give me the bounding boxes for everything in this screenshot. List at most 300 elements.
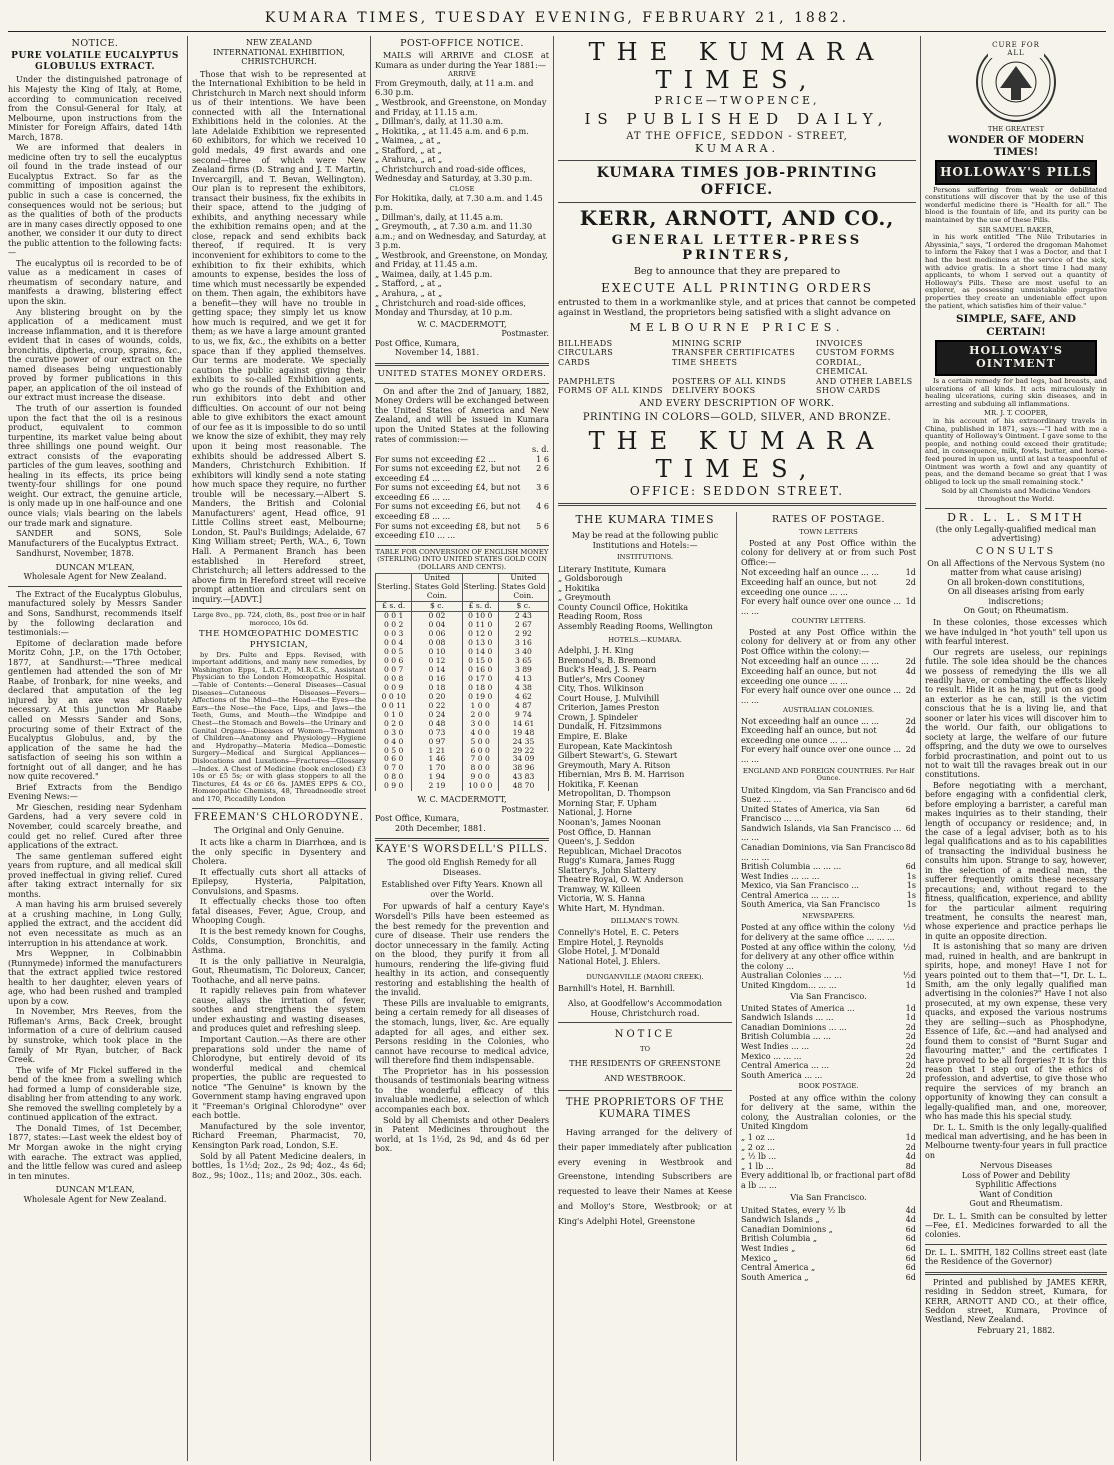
conversion-cell: 1 0 0 bbox=[462, 702, 498, 711]
kaye-sub: The good old English Remedy for all Diseases. bbox=[387, 857, 537, 877]
homeo-title: THE HOMŒOPATHIC DOMESTIC PHYSICIAN, bbox=[198, 629, 359, 650]
conversion-cell: 2 19 bbox=[412, 782, 462, 791]
column-2 bbox=[192, 38, 366, 1460]
conversion-cell: 0 14 bbox=[412, 666, 462, 675]
po-intro: MAILS will ARRIVE and CLOSE at Kumara as under during the Year 1881:— bbox=[375, 50, 549, 70]
postage-row bbox=[741, 981, 916, 991]
conversion-cell: 1 46 bbox=[412, 755, 462, 764]
conversion-cell: 1 21 bbox=[412, 747, 462, 756]
conversion-cell: 0 4 0 bbox=[376, 738, 412, 747]
kt2-title: THE KUMARA TIMES, bbox=[588, 426, 886, 484]
column-rule bbox=[736, 512, 737, 1461]
eucalyptus-para: The Donald Times, of 1st December, 1877, states:—Last week the eldest boy of Mr Morgan awoke in the night crying with earache. The extract was applied, and the little fellow was cured and asleep in ten minutes. bbox=[8, 1122, 182, 1181]
conversion-cell: 0 15 0 bbox=[462, 657, 498, 666]
hotel-item: Theatre Royal, O. W. Anderson bbox=[558, 874, 684, 885]
hotels-head: HOTELS.—KUMARA. bbox=[608, 635, 682, 644]
freeman-title: FREEMAN'S CHLORODYNE. bbox=[194, 811, 364, 823]
postage-row-value: 6d bbox=[905, 784, 916, 795]
execute-orders: EXECUTE ALL PRINTING ORDERS bbox=[601, 280, 873, 295]
melbourne-prices: MELBOURNE PRICES. bbox=[629, 320, 845, 334]
cooper-head: MR. J. T. COOPER, bbox=[984, 409, 1048, 418]
dunganville-head: DUNGANVILLE (MAORI CREEK). bbox=[586, 973, 704, 982]
pills-body: Persons suffering from weak or debilitated constitutions will discover that by the use of this wonderful medicine there is "Health for all." The blood is the fountain of life, and its purity can be maintained by the use of these Pills. bbox=[925, 185, 1107, 224]
postage-row-value: 1s bbox=[906, 870, 916, 881]
postage-row-value: 4d bbox=[905, 1204, 916, 1215]
conversion-cell: 0 10 bbox=[412, 648, 462, 657]
conversion-row bbox=[376, 782, 549, 791]
postage-row-value: 2d bbox=[905, 1041, 916, 1052]
signature-role: Postmaster. bbox=[501, 803, 549, 814]
agent-name: DUNCAN M'LEAN, bbox=[55, 561, 135, 572]
postage-row bbox=[741, 843, 916, 862]
postage-row-label: Exceeding half an ounce, but not exceeding one ounce ... ... bbox=[741, 577, 877, 597]
consult-fee: Dr. L. L. Smith can be consulted by letter—Fee, £1. Medicines forwarded to all the colonies. bbox=[925, 1211, 1107, 1240]
smith-para: Dr. L. L. Smith is the only legally-qualified medical man advertising, and he has been in Melbourne twenty-four years in full practice on bbox=[925, 1122, 1107, 1160]
hotel-item: Post Office, D. Hannan bbox=[558, 826, 652, 837]
postage-row-label: Canadian Dominions ... ... bbox=[741, 1021, 847, 1032]
conversion-header: United States Gold Coin. bbox=[498, 574, 548, 602]
printing-item: CARDS bbox=[558, 357, 591, 367]
kt-published: IS PUBLISHED DAILY, bbox=[584, 109, 890, 128]
eucalyptus-para: Epitome of declaration made before Moritz Cohn, J.P., on the 17th October, 1877, at Sandhurst:—"Three medical gentlemen had attended the son of Mr Raabe, of Ironbark, for nine weeks, and declared that amputation of the leg injured by an axe was absolutely necessary. At this junction Mr Raabe called on Messrs Sander and Sons, procuring some of their Extract of the Eucalyptus Globulus, and, by the application of the same he had the satisfaction of seeing his son within a fortnight out of all danger, and he has now quite recovered." bbox=[8, 637, 182, 782]
printing-item: PAMPHLETS bbox=[558, 376, 616, 386]
dillman-hotel-item: Connelly's Hotel, E. C. Peters bbox=[558, 927, 679, 938]
eng-rows bbox=[741, 786, 916, 910]
kaye-para: The Proprietor has in his possession thousands of testimonials bearing witness to the wonderful efficacy of this invaluable medicine, a selection of which accompanies each box. bbox=[375, 1065, 549, 1114]
freeman-sub: The Original and Only Genuine. bbox=[213, 824, 345, 835]
conversion-cell: 9 74 bbox=[498, 711, 548, 720]
conversion-cell: 0 0 11 bbox=[376, 702, 412, 711]
seal-text: CURE FOR ALL bbox=[988, 41, 1044, 58]
eucalyptus-para: Any blistering brought on by the application of a medicament must increase inflammation, and it is therefore evident that in cases of wounds, colds, bronchitis, diptheria, croup, sprains, &c., the curative power of our extract on the named diseases being unquestionably proved by former publications in this paper, an application of the oil instead of our extract must increase the disease. bbox=[8, 306, 182, 403]
masthead-rule bbox=[8, 31, 1106, 32]
money-order-row-label: For sums not exceeding £4, but not exceeding £6 ... ... bbox=[375, 482, 521, 502]
postage-row-label: Canadian Dominions „ bbox=[741, 1223, 833, 1234]
conversion-subheader: £ s. d. bbox=[462, 602, 498, 612]
exhibition-para: Those that wish to be represented at the International Exhibition to be held in Christchurch in March next should inform us of their intentions. We have been connected with all the International Exhibitions held in the colonies. At the late Adelaide Exhibition we represented 60 exhibitors, for which we received 10 gold medals, 49 first awards and one second—three of which were New Zealand firms (D. Strang and J. T. Martin, Invercargill, and T. Bevan, Wellington). Our plan is to represent the exhibitors, transact their business, fix the exhibits in their space, attend to the judging of exhibits, and anything necessary while the exhibition remains open; and at the close, repack and send exhibits back thereof, if required. It is very inconvenient for exhibitors to come to the exhibition to fix their exhibits, which amounts to expense, besides the loss of time which must necessarily be expended on them. Then again, the exhibitors have a benefit—they will have no trouble in getting space; they simply let us know how much is required, and we get it for them; as we have a large amount granted to us, we fix, &c., the exhibits on a better space than if they applied themselves. Our terms are moderate. We specially caution the public against giving their exhibits to so-called Exhibition agents, who go the rounds of the Exhibition and run exhibitors into debt and other difficulties. On account of our not being able to give exhibitors the exact amount of our fee as it is impossible to do so until we know the size of exhibit, they may rely upon it being most reasonable. The exhibits should be addressed Albert S. Manders, Christchurch Exhibition. If exhibitors will kindly send a note stating how much space they require, no further trouble will be necessary.—Albert S. Manders, the British and Colonial Manufacturers' agent, Head office, 91 Little Collins street east, Melbourne; London, St. Paul's Buildings; Adelaide, 67 King William street; Perth, W.A., 6, Town Hall. A Permanent Branch has been established in Hereford street, Christchurch; all letters addressed to the above firm in Hereford street will receive prompt attention and circulars sent on inquiry.—[ADVT.] bbox=[192, 68, 366, 604]
postage-row-label: South America „ bbox=[741, 1271, 809, 1282]
conversion-cell: 0 97 bbox=[412, 738, 462, 747]
conversion-cell: 0 08 bbox=[412, 639, 462, 648]
money-order-row-label: For sums not exceeding £6, but not exceeding £8 ... ... bbox=[375, 501, 521, 521]
sf-head: Via San Francisco. bbox=[790, 991, 867, 1002]
printing-item: BILLHEADS bbox=[558, 338, 613, 348]
postage-row-label: South America ... ... bbox=[741, 1069, 823, 1080]
conversion-cell: 19 48 bbox=[498, 729, 548, 738]
conversion-cell: 2 92 bbox=[498, 630, 548, 639]
postage-row-label: For every half ounce over one ounce ... ... ... bbox=[741, 596, 902, 616]
postage-row bbox=[741, 1071, 916, 1081]
divider bbox=[192, 608, 366, 609]
baker-body: in his work entitled "The Nile Tributaries in Abyssinia," says, "I ordered the dragoman Mahomet to inform the Fakey that I was a Doctor, and that I had the best medicines at the service of the sick, with advice gratis. In a short time I had many applicants, to whom I served out a quantity of Holloway's Pills. These are most useful to an explorer, as possessing unmistakable purgative properties they create an undeniable effect upon the patient, which satisfies him of their value." bbox=[925, 233, 1107, 310]
postage-row-label: Posted at any office within the colony for delivery at the same office ... ... ... bbox=[741, 922, 895, 942]
baker-head: SIR SAMUEL BAKER, bbox=[978, 225, 1054, 234]
conversion-cell: 0 0 6 bbox=[376, 657, 412, 666]
conversion-cell: 0 20 bbox=[412, 693, 462, 702]
conversion-cell: 0 22 bbox=[412, 702, 462, 711]
institution-item: „ Hokitika bbox=[558, 582, 600, 593]
postage-row-label: United Kingdom, via San Francisco and Suez ... ... bbox=[741, 784, 905, 805]
divider bbox=[558, 202, 916, 203]
kaye-para: These Pills are invaluable to emigrants, being a certain remedy for all diseases of the stomach, lungs, liver, &c. Are equally adapted for all ages, and either sex. Persons residing in the Colonies, who cannot have recourse to medical advice, will therefore find them indispensable. bbox=[375, 997, 549, 1066]
postage-row-label: United States of America ... bbox=[741, 1002, 855, 1013]
postage-row bbox=[741, 824, 916, 843]
country-head: COUNTRY LETTERS. bbox=[791, 617, 866, 626]
money-order-row-value: 2 6 bbox=[536, 463, 549, 474]
conversion-cell: 3 89 bbox=[498, 666, 548, 675]
divider bbox=[925, 1244, 1107, 1245]
hotel-item: Noonan's, James Noonan bbox=[558, 816, 661, 827]
conversion-cell: 0 18 bbox=[412, 684, 462, 693]
postage-row-label: Every additional lb, or fractional part of a lb ... ... bbox=[741, 1170, 905, 1190]
conversion-cell: 0 0 2 bbox=[376, 621, 412, 630]
postage-title: RATES OF POSTAGE. bbox=[771, 514, 886, 525]
arrive-line: „ Stafford, „ at „ bbox=[375, 144, 442, 155]
dillmans-list bbox=[558, 928, 732, 966]
exhibition-head: NEW ZEALAND bbox=[245, 38, 313, 47]
conversion-cell: 0 8 0 bbox=[376, 773, 412, 782]
postage-row-value: 6d bbox=[905, 1262, 916, 1273]
notice-to: TO bbox=[639, 1045, 651, 1054]
conversion-cell: 34 09 bbox=[498, 755, 548, 764]
conversion-cell: 48 70 bbox=[498, 782, 548, 791]
kt-read-intro: May be read at the following public Institutions and Hotels:— bbox=[571, 529, 719, 550]
eucalyptus-para: The eucalyptus oil is recorded to be of value as a medicament in cases of rheumatism of secondary nature, and manifests a drawing, blistering effect upon the skin. bbox=[8, 257, 182, 306]
conversion-cell: 38 96 bbox=[498, 764, 548, 773]
proprietors-body: Having arranged for the delivery of their paper immediately after publication every evening in Westbrook and Greenstone, intending Subscribers are requested to leave their Names at Keese and Molloy's Store, Westbrook; or at King's Adelphi Hotel, Greenstone bbox=[558, 1126, 732, 1227]
arrive-line: „ Hokitika, „ at 11.45 a.m. and 6 p.m. bbox=[375, 125, 529, 136]
postage-row-value: 1d bbox=[905, 567, 916, 578]
postage-row-label: Central America ... ... bbox=[741, 1060, 830, 1071]
book-head: BOOK POSTAGE. bbox=[798, 1082, 859, 1091]
divider bbox=[8, 586, 182, 587]
postage-row-label: West Indies „ bbox=[741, 1243, 796, 1254]
close-line: „ Arahura, „ at „ bbox=[375, 288, 443, 298]
kt-read-title: THE KUMARA TIMES bbox=[575, 514, 715, 526]
institution-item: „ Goldsborough bbox=[558, 573, 623, 584]
conversion-cell: 0 16 bbox=[412, 675, 462, 684]
conversion-cell: 0 0 7 bbox=[376, 666, 412, 675]
postage-row-label: United Kingdom... ... ... bbox=[741, 979, 837, 990]
eucalyptus-title: PURE VOLATILE EUCALYPTUS GLOBULUS EXTRACT. bbox=[11, 51, 179, 72]
conversion-cell: 1 70 bbox=[412, 764, 462, 773]
conversion-cell: 4 13 bbox=[498, 675, 548, 684]
freeman-para: It effectually checks those too often fatal diseases, Fever, Ague, Croup, and Whooping Cough. bbox=[192, 896, 366, 926]
column-6 bbox=[741, 514, 916, 1460]
dillman-hotel-item: National Hotel, J. Ehlers. bbox=[558, 955, 661, 966]
postage-row-label: Exceeding half an ounce, but not exceeding one ounce ... ... bbox=[741, 725, 877, 745]
postage-row bbox=[741, 1273, 916, 1283]
hotel-item: Slattery's, John Slattery bbox=[558, 864, 657, 875]
divider bbox=[192, 808, 366, 809]
arrive-line: „ Dillman's, daily, at 11.30 a.m. bbox=[375, 116, 504, 127]
postage-row-label: For every half ounce over one ounce ... ... ... bbox=[741, 685, 902, 705]
conversion-cell: 0 0 8 bbox=[376, 675, 412, 684]
conversion-cell: 1 94 bbox=[412, 773, 462, 782]
conversion-cell: 0 06 bbox=[412, 630, 462, 639]
postage-row-value: 6d bbox=[905, 803, 916, 814]
postage-row-value: 2d bbox=[905, 1141, 916, 1152]
money-order-row-value: 5 6 bbox=[536, 520, 549, 531]
kaye-para: Sold by all Chemists and other Dealers in Patent Medicines throughout the world, at 1s 1½d, 2s 9d, and 4s 6d per box. bbox=[375, 1114, 549, 1154]
close-line: „ Stafford, „ at „ bbox=[375, 278, 442, 289]
close-line: „ Christchurch and road-side offices, Monday and Thursday, at 10 p.m. bbox=[375, 297, 527, 318]
printing-item: POSTERS OF ALL KINDS bbox=[672, 376, 787, 386]
printing-item: AND OTHER LABELS bbox=[816, 376, 913, 386]
conversion-cell: 0 3 0 bbox=[376, 729, 412, 738]
hotel-item: Victoria, W. S. Hanna bbox=[558, 893, 645, 904]
eucalyptus-para: We are informed that dealers in medicine often try to sell the eucalyptus oil found in the trade instead of our Eucalyptus Extract. So far as the committing of imposition against the public in such a case is concerned, the consequences would not be serious; but as the qualities of both of the products are in many cases directly opposed to one another, we consider it our duty to direct the public attention to the following facts:— bbox=[8, 142, 182, 258]
postage-row-label: „ 1 oz ... bbox=[741, 1132, 775, 1142]
money-orders-rows bbox=[375, 455, 549, 541]
hotel-item: Court House, J. Mulvihill bbox=[558, 692, 660, 703]
eucalyptus-para: Mr Gieschen, residing near Sydenham Gardens, had a very severe cold in November, could scarcely breathe, and could get no relief. Cured after three applications of the extract. bbox=[8, 801, 182, 851]
money-order-row-label: For sums not exceeding £2, but not exceeding £4 ... ... bbox=[375, 463, 521, 483]
smith-sub: (the only Legally-qualified medical man advertising) bbox=[935, 524, 1097, 544]
column-3 bbox=[375, 38, 549, 1460]
kaye-title: KAYE'S WORSDELL'S PILLS. bbox=[375, 844, 549, 856]
country-intro: Posted at any Post Office within the colony for delivery at or from any other Post Office within the colony:— bbox=[741, 626, 916, 656]
postage-row-value: 2d bbox=[905, 577, 916, 587]
postage-row-label: Not exceeding half an ounce ... ... bbox=[741, 567, 879, 578]
conversion-cell: 10 0 0 bbox=[462, 782, 498, 791]
institution-item: Literary Institute, Kumara bbox=[558, 563, 667, 574]
institution-item: Assembly Reading Rooms, Wellington bbox=[558, 620, 713, 631]
conversion-cell: 0 9 0 bbox=[376, 782, 412, 791]
money-order-row bbox=[375, 483, 549, 502]
eucalyptus-para: The Extract of the Eucalyptus Globulus, manufactured solely by Messrs Sander and Sons, Sandhurst, recommends itself by the following declaration and testimonials:— bbox=[8, 588, 182, 638]
divider bbox=[375, 363, 549, 366]
money-order-row bbox=[375, 464, 549, 483]
column-7 bbox=[925, 38, 1107, 1460]
homeo-body: by Drs. Pulte and Epps. Revised, with important additions, and many new remedies, by Washington Epps, L.R.C.P., M.R.C.S., Assistant Physician to the London Homœopathic Hospital.—Table of Contents:—General Diseases—Casual Diseases—Cutaneous Diseases—Fevers—Affections of the Mind—the Head—the Eyes—the Ears—the Nose—the Face, Lips, and Jaws—the Teeth, Gums, and Mouth—the Windpipe and Chest—the Stomach and Bowels—the Urinary and Genital Organs—Diseases of Women—Treatment of Children—Anatomy and Physiology—Hygiene and Hydropathy—Materia Medica—Domestic Surgery—Medical and Surgical Appliances—Dislocations and Luxations—Fractures—Glossary—Index. A Chest of Medicine (book enclosed) £3 10s or £5 5s; or with glass stoppers to all the Tinctures, £4 4s or £6 6s. JAMES EPPS & CO., Homœopathic Chemists, 48, Threadneedle street and 170, Piccadilly London bbox=[192, 650, 366, 804]
goodfellow-line: Also, at Goodfellow's Accommodation House, Christchurch road. bbox=[567, 998, 723, 1018]
conversion-cell: 0 14 0 bbox=[462, 648, 498, 657]
hotel-item: City, Thos. Wilkinson bbox=[558, 683, 644, 694]
freeman-para: Important Caution.—As there are other preparations sold under the name of Chlorodyne, but entirely devoid of its wonderful medical and chemical properties, the public are requested to notice "The Genuine" is known by the Government stamp having engraved upon it "Freeman's Original Chlorodyne" over each bottle. bbox=[192, 1033, 366, 1121]
holloways-pills-banner: HOLLOWAY'S PILLS bbox=[935, 160, 1097, 184]
postage-row-value: 1d bbox=[905, 979, 916, 990]
conversion-cell: 2 67 bbox=[498, 621, 548, 630]
arrive-line: „ Waimea, „ at „ bbox=[375, 135, 441, 146]
postage-row-value: 4d bbox=[905, 725, 916, 736]
divider bbox=[375, 838, 549, 841]
column-rule bbox=[920, 36, 921, 1461]
postage-row-value: 8d bbox=[905, 1160, 916, 1171]
hotel-item: White Hart, M. Hyndman. bbox=[558, 902, 665, 913]
postage-row-value: 1s bbox=[906, 889, 916, 900]
postage-row-value: 6d bbox=[905, 1243, 916, 1254]
postage-row-label: South America, via San Francisco bbox=[741, 899, 880, 910]
holloway-seal-icon bbox=[976, 42, 1056, 122]
eucalyptus-para: Mrs Weppner, in Colbinabbin (Runnymede) informed the manufacturers that the extract applied twice restored health to her daughter, eleven years of age, who had been rushed and trampled upon by a cow. bbox=[8, 948, 182, 1006]
divider bbox=[375, 545, 549, 546]
consult-on: On all Affections of the Nervous System (no matter from what cause arising) bbox=[927, 558, 1105, 578]
postage-row-value: 6d bbox=[905, 1233, 916, 1244]
smith-title: DR. L. L. SMITH bbox=[947, 510, 1085, 524]
kt-price: PRICE—TWOPENCE, bbox=[654, 93, 820, 107]
conversion-title: TABLE FOR CONVERSION OF ENGLISH MONEY (STERLING) INTO UNITED STATES GOLD COIN (DOLLARS AND CENTS). bbox=[375, 547, 549, 571]
postage-row-value: 1d bbox=[905, 1012, 916, 1023]
printing-item: TIME SHEETS bbox=[672, 357, 738, 367]
ailment: Nervous Diseases bbox=[979, 1161, 1053, 1171]
postage-row bbox=[741, 923, 916, 942]
column-rule bbox=[370, 36, 371, 1461]
conversion-cell: 0 19 0 bbox=[462, 693, 498, 702]
conversion-subheader: £ s. d. bbox=[376, 602, 412, 612]
consult-on: On all diseases arising from early indiscretions; bbox=[947, 587, 1085, 606]
postage-row-label: United States of America, via San Francisco ... ... bbox=[741, 803, 880, 824]
conversion-cell: 0 2 0 bbox=[376, 720, 412, 729]
divider bbox=[558, 160, 916, 161]
postage-row-label: Not exceeding half an ounce ... ... bbox=[741, 715, 879, 726]
printing-item: CUSTOM FORMS bbox=[816, 348, 895, 358]
hotel-item: National, J. Horne bbox=[558, 807, 632, 818]
dillman-hotel-item: Globe Hotel, J. M'Donald bbox=[558, 946, 660, 957]
printing-item: TRANSFER CERTIFICATES bbox=[672, 348, 796, 358]
postage-row bbox=[741, 745, 916, 764]
signature-date: November 14, 1881. bbox=[395, 347, 480, 358]
conversion-cell: 5 0 0 bbox=[462, 738, 498, 747]
conversion-subheader: $ c. bbox=[498, 602, 548, 612]
postage-row bbox=[741, 805, 916, 824]
consults: CONSULTS bbox=[975, 545, 1057, 557]
postage-row-value: 6d bbox=[905, 1223, 916, 1234]
postage-row-value: 4d bbox=[905, 1151, 916, 1162]
postage-row-label: West Indies ... ... bbox=[741, 1041, 810, 1052]
dunganville-line: Barnhill's Hotel, H. Barnhill. bbox=[558, 982, 676, 993]
postage-row-value: 2d bbox=[905, 1031, 916, 1042]
conversion-cell: 0 02 bbox=[412, 612, 462, 621]
freeman-para: Manufactured by the sole inventor, Richard Freeman, Pharmacist, 70, Kensington Park road, London, S.E. bbox=[192, 1120, 366, 1150]
book-rows bbox=[741, 1133, 916, 1190]
postage-row-label: Mexico „ bbox=[741, 1252, 778, 1263]
conversion-cell: 0 48 bbox=[412, 720, 462, 729]
freeman-para: Sold by all Patent Medicine dealers, in bottles, 1s 1½d; 2oz., 2s 9d; 4oz., 4s 6d; 8oz., 9s; 10oz., 11s; and 20oz., 30s. each. bbox=[192, 1150, 366, 1180]
divider bbox=[925, 1272, 1107, 1275]
hotel-item: European, Kate Mackintosh bbox=[558, 740, 673, 751]
postage-row-value: 4d bbox=[905, 1214, 916, 1225]
postage-row-value: 1s bbox=[906, 880, 916, 891]
conversion-cell: 0 10 0 bbox=[462, 612, 498, 621]
imprint-date: February 21, 1882. bbox=[977, 1325, 1055, 1335]
conversion-cell: 0 6 0 bbox=[376, 755, 412, 764]
kt-place: KUMARA. bbox=[694, 142, 780, 156]
conversion-header: Sterling. bbox=[462, 574, 498, 602]
conversion-cell: 0 13 0 bbox=[462, 639, 498, 648]
kaye-established: Established over Fifty Years. Known all over the World. bbox=[381, 879, 543, 899]
conversion-cell: 0 24 bbox=[412, 711, 462, 720]
hotel-item: Queen's, J. Seddon bbox=[558, 836, 635, 847]
eucalyptus-para: In November, Mrs Reeves, from the Rifleman's Arms, Back Creek, brought information of a cure of delirium caused by sunstroke, which took place in the family of Mr Ryan, butcher, of Back Creek. bbox=[8, 1006, 182, 1065]
postage-row-label: West Indies ... ... ... bbox=[741, 870, 820, 881]
postage-row-value: 8d bbox=[905, 1170, 916, 1181]
money-order-row-value: 1 6 bbox=[536, 453, 549, 464]
eucalyptus-para: Brief Extracts from the Bendigo Evening News:— bbox=[8, 781, 182, 802]
conversion-cell: 0 0 3 bbox=[376, 630, 412, 639]
conversion-cell: 43 83 bbox=[498, 773, 548, 782]
hotel-item: Greymouth, Mary A. Ritson bbox=[558, 759, 671, 770]
institution-item: Reading Room, Ross bbox=[558, 611, 643, 622]
ailment: Loss of Power and Debility bbox=[961, 1170, 1071, 1180]
postage-row-value: 2d bbox=[905, 744, 916, 755]
postage-row-label: Central America „ bbox=[741, 1262, 816, 1273]
postage-row-label: Sandwich Islands, via San Francisco ... ... ... bbox=[741, 822, 902, 843]
arrive-line: „ Arahura, „ at „ bbox=[375, 154, 443, 165]
conversion-cell: 4 62 bbox=[498, 693, 548, 702]
eucalyptus-para: A man having his arm bruised severely at a crushing machine, in Long Gully, applied the extract, and the accident did not even necessitate as much as an interruption in his attendance at work. bbox=[8, 899, 182, 948]
conversion-subheader: $ c. bbox=[412, 602, 462, 612]
postage-row-label: Mexico, via San Francisco ... bbox=[741, 880, 859, 891]
postage-row bbox=[741, 943, 916, 972]
conversion-cell: 0 16 0 bbox=[462, 666, 498, 675]
smith-address: Dr. L. L. SMITH, 182 Collins street east (late the Residence of the Governor) bbox=[925, 1247, 1107, 1267]
institution-item: „ Greymouth bbox=[558, 592, 611, 603]
postage-row-label: British Columbia ... ... bbox=[741, 1031, 831, 1042]
conversion-cell: 0 1 0 bbox=[376, 711, 412, 720]
conversion-table bbox=[375, 573, 549, 791]
money-order-row bbox=[375, 502, 549, 521]
money-order-row-label: For sums not exceeding £2 ... bbox=[375, 453, 496, 464]
agent-role: Wholesale Agent for New Zealand. bbox=[23, 1193, 167, 1204]
freeman-para: It rapidly relieves pain from whatever cause, allays the irritation of fever, soothes and strengthens the system under exhausting and wasting diseases, and produces quiet and refreshing sleep. bbox=[192, 985, 366, 1034]
printing-item: MINING SCRIP bbox=[672, 338, 742, 348]
postage-row-value: 8d bbox=[905, 842, 916, 853]
postage-row-value: 2d bbox=[905, 1021, 916, 1032]
postage-row-label: Central America ... ... ... bbox=[741, 889, 840, 900]
conversion-cell: 9 0 0 bbox=[462, 773, 498, 782]
printing-item: CIRCULARS bbox=[558, 348, 614, 358]
hotel-item: Republican, Michael Dracotos bbox=[558, 845, 682, 856]
conversion-cell: 0 0 10 bbox=[376, 693, 412, 702]
conversion-cell: 2 43 bbox=[498, 612, 548, 621]
conversion-cell: 8 0 0 bbox=[462, 764, 498, 773]
postage-row-value: 2d bbox=[905, 656, 916, 667]
hotel-item: Rugg's Kumara, James Rugg bbox=[558, 855, 675, 866]
kaye-para: For upwards of half a century Kaye's Worsdell's Pills have been esteemed as the best remedy for the prevention and cure of disease. Their use renders the doctor unnecessary in the family. Acting on the blood, they purify it from all humours, rendering the life-giving fluid healthy in its action, and consequently restoring and establishing the health of the invalid. bbox=[375, 901, 549, 998]
holloways-ointment-banner: HOLLOWAY'S OINTMENT bbox=[935, 340, 1097, 376]
column-rule bbox=[187, 36, 188, 1461]
beg-announce: Beg to announce that they are prepared to bbox=[633, 266, 841, 278]
simple-safe: SIMPLE, SAFE, AND CERTAIN! bbox=[955, 313, 1077, 338]
greatest: THE GREATEST bbox=[987, 125, 1045, 133]
ailment: Want of Condition bbox=[979, 1189, 1053, 1199]
kerr-title: KERR, ARNOTT, AND CO., bbox=[579, 206, 895, 231]
signature-place: Post Office, Kumara, bbox=[375, 813, 460, 824]
smith-para: In these colonies, those excesses which we have indulged in "hot youth" tell upon us with fearful interest. bbox=[925, 618, 1107, 647]
country-rows bbox=[741, 657, 916, 705]
postage-row-label: For every half ounce over one ounce ... ... ... bbox=[741, 744, 902, 764]
arrive-head: ARRIVE bbox=[448, 70, 476, 79]
postage-row-label: „ ½ lb ... bbox=[741, 1151, 777, 1162]
close-head: CLOSE bbox=[449, 184, 475, 193]
aus-head: AUSTRALIAN COLONIES. bbox=[782, 706, 875, 715]
ailment: Gout and Rheumatism. bbox=[969, 1199, 1063, 1209]
conversion-cell: 14 61 bbox=[498, 720, 548, 729]
conversion-cell: 0 73 bbox=[412, 729, 462, 738]
postage-row-label: Sandwich Islands „ bbox=[741, 1214, 820, 1225]
town-rows bbox=[741, 568, 916, 616]
kt-title: THE KUMARA TIMES, bbox=[588, 38, 886, 95]
postage-row-value: 1d bbox=[905, 1002, 916, 1013]
postage-row bbox=[741, 900, 916, 910]
postage-row-value: 2d bbox=[905, 715, 916, 726]
postage-row-value: 6d bbox=[905, 1271, 916, 1282]
postage-row-label: United States, every ½ lb bbox=[741, 1204, 846, 1215]
conversion-cell: 0 0 9 bbox=[376, 684, 412, 693]
signature-name: W. C. MACDERMOTT, bbox=[417, 318, 507, 329]
hotel-item: Adelphi, J. H. King bbox=[558, 645, 634, 656]
